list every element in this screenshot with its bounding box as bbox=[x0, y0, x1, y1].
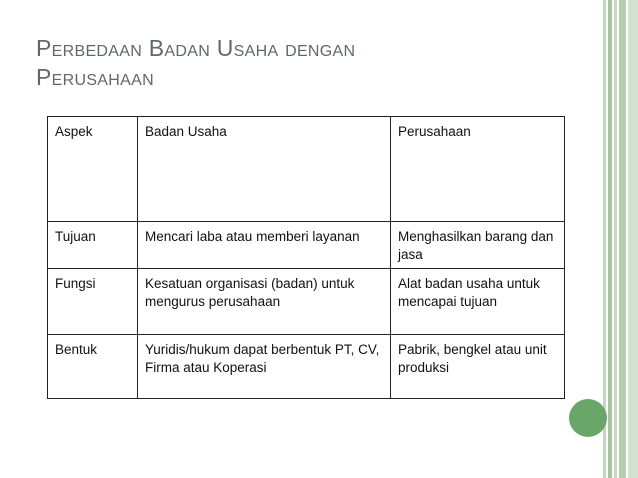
table-cell: Yuridis/hukum dapat berbentuk PT, CV, Firma atau Koperasi bbox=[138, 335, 391, 399]
table-header-row bbox=[48, 117, 565, 222]
table-cell: Pabrik, bengkel atau unit produksi bbox=[391, 335, 565, 399]
table-cell: Menghasilkan barang dan jasa bbox=[391, 222, 565, 269]
title-line-1: Perbedaan Badan Usaha dengan bbox=[36, 35, 356, 61]
decor-stripe bbox=[628, 0, 638, 478]
title-line-2: Perusahaan bbox=[36, 64, 154, 90]
slide-title bbox=[36, 34, 556, 92]
header-cell-badan-usaha: Badan Usaha bbox=[138, 117, 391, 222]
table-cell: Kesatuan organisasi (badan) untuk mengurus perusahaan bbox=[138, 269, 391, 335]
decor-circle bbox=[569, 399, 607, 437]
table-cell: Tujuan bbox=[48, 222, 138, 269]
header-cell-aspek: Aspek bbox=[48, 117, 138, 222]
table-cell: Mencari laba atau memberi layanan bbox=[138, 222, 391, 269]
table-row bbox=[48, 269, 565, 335]
header-cell-perusahaan: Perusahaan bbox=[391, 117, 565, 222]
table-row bbox=[48, 335, 565, 399]
table-cell: Bentuk bbox=[48, 335, 138, 399]
table-cell: Alat badan usaha untuk mencapai tujuan bbox=[391, 269, 565, 335]
table-row bbox=[48, 222, 565, 269]
comparison-table bbox=[47, 116, 565, 399]
decor-stripe bbox=[608, 0, 612, 478]
decor-stripe bbox=[619, 0, 626, 478]
table-cell: Fungsi bbox=[48, 269, 138, 335]
decor-stripe bbox=[614, 0, 617, 478]
